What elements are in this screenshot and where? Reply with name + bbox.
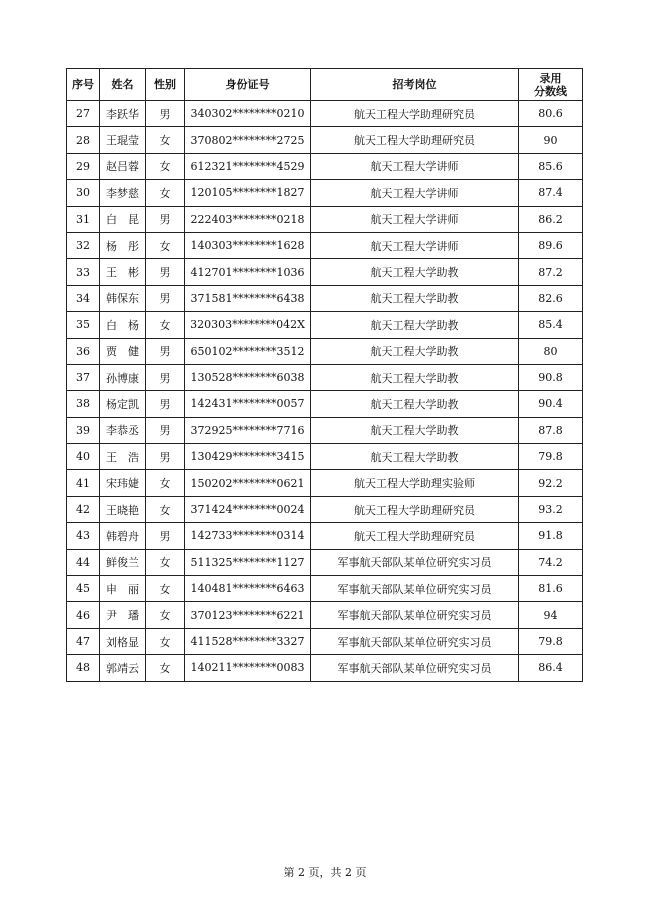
cell-post: 航天工程大学助理研究员 bbox=[311, 496, 519, 522]
table-row bbox=[67, 628, 583, 654]
cell-post: 航天工程大学助理实验师 bbox=[311, 470, 519, 496]
table-row bbox=[67, 285, 583, 311]
cell-gender: 女 bbox=[146, 470, 185, 496]
table-row bbox=[67, 364, 583, 390]
cell-id: 612321********4529 bbox=[185, 153, 311, 179]
cell-score: 90 bbox=[519, 127, 583, 153]
cell-name: 尹 璠 bbox=[100, 602, 146, 628]
cell-post: 军事航天部队某单位研究实习员 bbox=[311, 655, 519, 681]
cell-post: 军事航天部队某单位研究实习员 bbox=[311, 576, 519, 602]
cell-no: 37 bbox=[67, 364, 100, 390]
cell-gender: 女 bbox=[146, 576, 185, 602]
cell-post: 航天工程大学助教 bbox=[311, 259, 519, 285]
cell-no: 40 bbox=[67, 444, 100, 470]
cell-score: 85.6 bbox=[519, 153, 583, 179]
cell-no: 34 bbox=[67, 285, 100, 311]
cell-gender: 男 bbox=[146, 338, 185, 364]
cell-id: 371581********6438 bbox=[185, 285, 311, 311]
cell-gender: 女 bbox=[146, 180, 185, 206]
cell-gender: 男 bbox=[146, 523, 185, 549]
cell-score: 81.6 bbox=[519, 576, 583, 602]
cell-name: 王晓艳 bbox=[100, 496, 146, 522]
cell-gender: 女 bbox=[146, 232, 185, 258]
cell-score: 86.4 bbox=[519, 655, 583, 681]
cell-no: 45 bbox=[67, 576, 100, 602]
cell-id: 142431********0057 bbox=[185, 391, 311, 417]
cell-no: 47 bbox=[67, 628, 100, 654]
cell-post: 航天工程大学讲师 bbox=[311, 180, 519, 206]
table-row bbox=[67, 312, 583, 338]
cell-no: 41 bbox=[67, 470, 100, 496]
cell-id: 372925********7716 bbox=[185, 417, 311, 443]
cell-name: 刘格显 bbox=[100, 628, 146, 654]
cell-name: 王琨莹 bbox=[100, 127, 146, 153]
cell-name: 贾 健 bbox=[100, 338, 146, 364]
cell-gender: 女 bbox=[146, 312, 185, 338]
cell-gender: 男 bbox=[146, 364, 185, 390]
header-id: 身份证号 bbox=[185, 69, 311, 101]
table-row bbox=[67, 232, 583, 258]
header-score-line2: 分数线 bbox=[534, 84, 567, 98]
cell-gender: 女 bbox=[146, 655, 185, 681]
cell-id: 371424********0024 bbox=[185, 496, 311, 522]
header-gender: 性别 bbox=[146, 69, 185, 101]
cell-no: 39 bbox=[67, 417, 100, 443]
cell-score: 90.4 bbox=[519, 391, 583, 417]
cell-no: 44 bbox=[67, 549, 100, 575]
table-row bbox=[67, 153, 583, 179]
cell-score: 79.8 bbox=[519, 444, 583, 470]
cell-name: 韩碧舟 bbox=[100, 523, 146, 549]
cell-gender: 女 bbox=[146, 496, 185, 522]
cell-score: 94 bbox=[519, 602, 583, 628]
cell-id: 140303********1628 bbox=[185, 232, 311, 258]
cell-no: 43 bbox=[67, 523, 100, 549]
cell-gender: 女 bbox=[146, 153, 185, 179]
cell-name: 郭靖云 bbox=[100, 655, 146, 681]
table-row bbox=[67, 101, 583, 127]
cell-no: 31 bbox=[67, 206, 100, 232]
cell-id: 142733********0314 bbox=[185, 523, 311, 549]
table-row bbox=[67, 206, 583, 232]
cell-name: 孙博康 bbox=[100, 364, 146, 390]
cell-score: 87.4 bbox=[519, 180, 583, 206]
cell-name: 白 杨 bbox=[100, 312, 146, 338]
cell-score: 87.8 bbox=[519, 417, 583, 443]
header-name: 姓名 bbox=[100, 69, 146, 101]
cell-no: 32 bbox=[67, 232, 100, 258]
table-row bbox=[67, 470, 583, 496]
cell-no: 28 bbox=[67, 127, 100, 153]
cell-score: 86.2 bbox=[519, 206, 583, 232]
table-row bbox=[67, 549, 583, 575]
cell-id: 320303********042X bbox=[185, 312, 311, 338]
cell-post: 军事航天部队某单位研究实习员 bbox=[311, 549, 519, 575]
cell-gender: 男 bbox=[146, 417, 185, 443]
table-header bbox=[67, 69, 583, 101]
cell-score: 85.4 bbox=[519, 312, 583, 338]
cell-no: 27 bbox=[67, 101, 100, 127]
header-score-line1: 录用 bbox=[539, 71, 562, 85]
cell-id: 140481********6463 bbox=[185, 576, 311, 602]
cell-no: 46 bbox=[67, 602, 100, 628]
cell-id: 650102********3512 bbox=[185, 338, 311, 364]
cell-score: 79.8 bbox=[519, 628, 583, 654]
cell-post: 航天工程大学助理研究员 bbox=[311, 127, 519, 153]
cell-gender: 男 bbox=[146, 285, 185, 311]
cell-gender: 女 bbox=[146, 628, 185, 654]
cell-score: 90.8 bbox=[519, 364, 583, 390]
cell-id: 130528********6038 bbox=[185, 364, 311, 390]
cell-no: 30 bbox=[67, 180, 100, 206]
cell-post: 军事航天部队某单位研究实习员 bbox=[311, 628, 519, 654]
table-row bbox=[67, 523, 583, 549]
table-row bbox=[67, 391, 583, 417]
cell-gender: 男 bbox=[146, 206, 185, 232]
cell-score: 93.2 bbox=[519, 496, 583, 522]
cell-id: 120105********1827 bbox=[185, 180, 311, 206]
table-row bbox=[67, 496, 583, 522]
table-row bbox=[67, 655, 583, 681]
cell-score: 82.6 bbox=[519, 285, 583, 311]
cell-id: 140211********0083 bbox=[185, 655, 311, 681]
cell-gender: 男 bbox=[146, 259, 185, 285]
cell-name: 鲜俊兰 bbox=[100, 549, 146, 575]
table-row bbox=[67, 602, 583, 628]
cell-no: 42 bbox=[67, 496, 100, 522]
cell-name: 杨定凯 bbox=[100, 391, 146, 417]
cell-score: 87.2 bbox=[519, 259, 583, 285]
cell-name: 杨 彤 bbox=[100, 232, 146, 258]
cell-post: 航天工程大学讲师 bbox=[311, 153, 519, 179]
cell-post: 航天工程大学助教 bbox=[311, 417, 519, 443]
page-footer: 第 2 页，共 2 页 bbox=[283, 866, 367, 879]
cell-score: 80.6 bbox=[519, 101, 583, 127]
cell-no: 36 bbox=[67, 338, 100, 364]
cell-gender: 男 bbox=[146, 444, 185, 470]
cell-name: 李梦慈 bbox=[100, 180, 146, 206]
cell-no: 33 bbox=[67, 259, 100, 285]
cell-post: 航天工程大学助理研究员 bbox=[311, 101, 519, 127]
table-row bbox=[67, 444, 583, 470]
cell-no: 29 bbox=[67, 153, 100, 179]
cell-id: 370123********6221 bbox=[185, 602, 311, 628]
cell-no: 48 bbox=[67, 655, 100, 681]
cell-score: 91.8 bbox=[519, 523, 583, 549]
cell-gender: 男 bbox=[146, 101, 185, 127]
cell-id: 340302********0210 bbox=[185, 101, 311, 127]
table-row bbox=[67, 259, 583, 285]
cell-post: 航天工程大学助教 bbox=[311, 338, 519, 364]
cell-no: 35 bbox=[67, 312, 100, 338]
table-row bbox=[67, 338, 583, 364]
table-body bbox=[67, 101, 583, 682]
cell-post: 航天工程大学助教 bbox=[311, 312, 519, 338]
header-no: 序号 bbox=[67, 69, 100, 101]
cell-id: 511325********1127 bbox=[185, 549, 311, 575]
cell-name: 李恭丞 bbox=[100, 417, 146, 443]
table-row bbox=[67, 180, 583, 206]
cell-name: 王 彬 bbox=[100, 259, 146, 285]
cell-score: 89.6 bbox=[519, 232, 583, 258]
cell-name: 白 昆 bbox=[100, 206, 146, 232]
table-row bbox=[67, 417, 583, 443]
header-score bbox=[519, 69, 583, 101]
cell-post: 航天工程大学助教 bbox=[311, 285, 519, 311]
cell-post: 航天工程大学助教 bbox=[311, 444, 519, 470]
header-post: 招考岗位 bbox=[311, 69, 519, 101]
cell-id: 412701********1036 bbox=[185, 259, 311, 285]
cell-id: 411528********3327 bbox=[185, 628, 311, 654]
cell-gender: 女 bbox=[146, 127, 185, 153]
cell-gender: 女 bbox=[146, 549, 185, 575]
table-row bbox=[67, 576, 583, 602]
table-row bbox=[67, 127, 583, 153]
cell-post: 军事航天部队某单位研究实习员 bbox=[311, 602, 519, 628]
cell-post: 航天工程大学助教 bbox=[311, 364, 519, 390]
cell-id: 130429********3415 bbox=[185, 444, 311, 470]
cell-id: 370802********2725 bbox=[185, 127, 311, 153]
cell-name: 宋玮婕 bbox=[100, 470, 146, 496]
cell-gender: 女 bbox=[146, 602, 185, 628]
results-sheet bbox=[66, 68, 582, 682]
cell-id: 222403********0218 bbox=[185, 206, 311, 232]
cell-name: 赵吕蓉 bbox=[100, 153, 146, 179]
cell-id: 150202********0621 bbox=[185, 470, 311, 496]
cell-no: 38 bbox=[67, 391, 100, 417]
cell-post: 航天工程大学讲师 bbox=[311, 206, 519, 232]
cell-score: 92.2 bbox=[519, 470, 583, 496]
cell-post: 航天工程大学助教 bbox=[311, 391, 519, 417]
cell-gender: 男 bbox=[146, 391, 185, 417]
cell-score: 80 bbox=[519, 338, 583, 364]
cell-name: 李跃华 bbox=[100, 101, 146, 127]
cell-score: 74.2 bbox=[519, 549, 583, 575]
cell-post: 航天工程大学助理研究员 bbox=[311, 523, 519, 549]
cell-name: 韩保东 bbox=[100, 285, 146, 311]
cell-name: 王 浩 bbox=[100, 444, 146, 470]
cell-name: 申 丽 bbox=[100, 576, 146, 602]
cell-post: 航天工程大学讲师 bbox=[311, 232, 519, 258]
admission-table bbox=[66, 68, 583, 682]
